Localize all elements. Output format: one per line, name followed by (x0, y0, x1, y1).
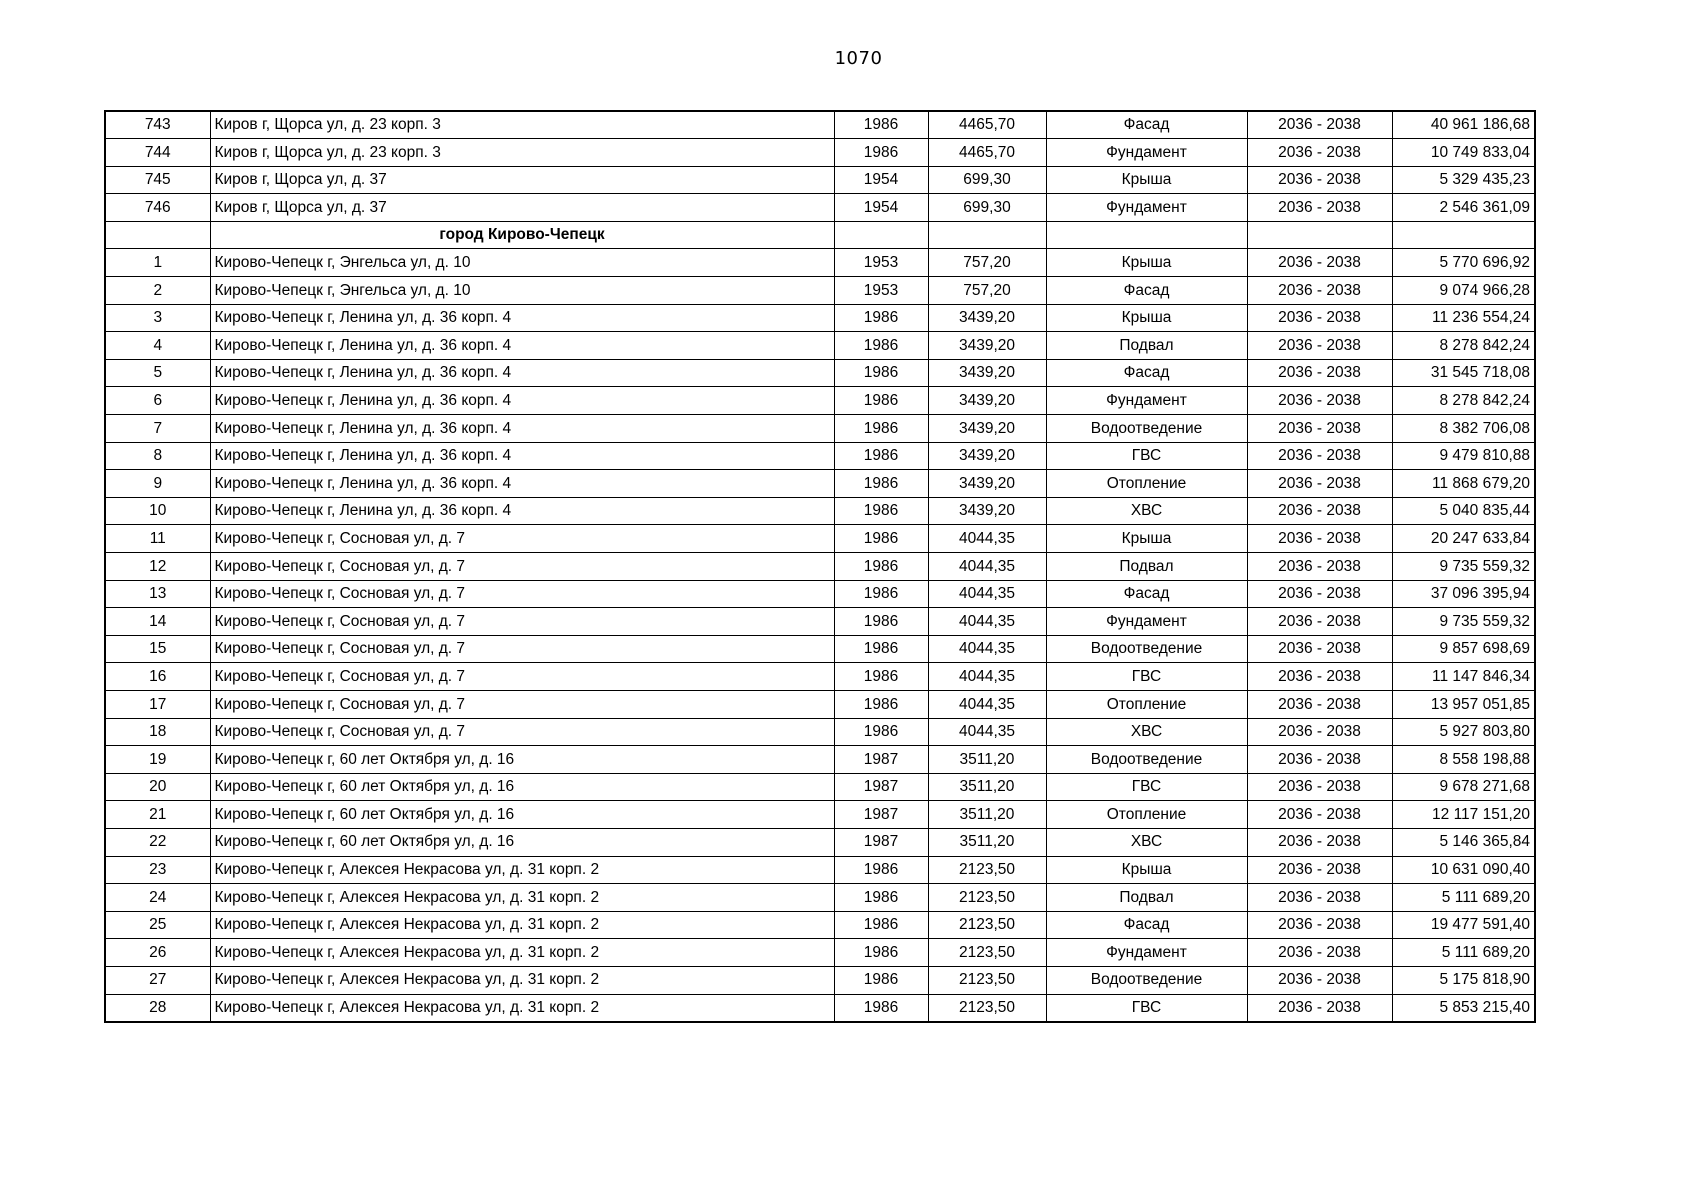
area-cell: 3439,20 (928, 332, 1046, 360)
table-row (105, 580, 1535, 608)
period-cell: 2036 - 2038 (1247, 884, 1392, 912)
work-type-cell: Фасад (1046, 911, 1247, 939)
work-type-cell: ГВС (1046, 994, 1247, 1022)
table-row (105, 387, 1535, 415)
work-type-cell: Фундамент (1046, 387, 1247, 415)
row-number-cell: 8 (105, 442, 210, 470)
cost-cell: 9 735 559,32 (1392, 553, 1535, 581)
table-row (105, 718, 1535, 746)
cost-cell: 9 479 810,88 (1392, 442, 1535, 470)
address-cell: Кирово-Чепецк г, Ленина ул, д. 36 корп. 4 (210, 332, 834, 360)
work-type-cell: Подвал (1046, 884, 1247, 912)
build-year-cell: 1986 (834, 966, 928, 994)
period-cell: 2036 - 2038 (1247, 773, 1392, 801)
build-year-cell: 1986 (834, 994, 928, 1022)
table-row (105, 994, 1535, 1022)
work-type-cell: Водоотведение (1046, 746, 1247, 774)
work-type-cell: Фасад (1046, 111, 1247, 139)
period-cell: 2036 - 2038 (1247, 415, 1392, 443)
period-cell: 2036 - 2038 (1247, 470, 1392, 498)
table-row (105, 277, 1535, 305)
address-cell: Кирово-Чепецк г, Ленина ул, д. 36 корп. 4 (210, 415, 834, 443)
period-cell: 2036 - 2038 (1247, 553, 1392, 581)
row-number-cell: 6 (105, 387, 210, 415)
address-cell: Кирово-Чепецк г, Сосновая ул, д. 7 (210, 553, 834, 581)
row-number-cell: 19 (105, 746, 210, 774)
row-number-cell: 22 (105, 828, 210, 856)
area-cell: 4044,35 (928, 525, 1046, 553)
table-row (105, 442, 1535, 470)
row-number-cell: 743 (105, 111, 210, 139)
area-cell: 2123,50 (928, 994, 1046, 1022)
address-cell: Кирово-Чепецк г, Алексея Некрасова ул, д. 31 корп. 2 (210, 856, 834, 884)
cost-cell: 5 770 696,92 (1392, 249, 1535, 277)
work-type-cell: ХВС (1046, 718, 1247, 746)
build-year-cell: 1986 (834, 304, 928, 332)
address-cell: Кирово-Чепецк г, Ленина ул, д. 36 корп. 4 (210, 387, 834, 415)
build-year-cell: 1986 (834, 663, 928, 691)
row-number-cell: 744 (105, 139, 210, 167)
table-row (105, 332, 1535, 360)
area-cell: 4465,70 (928, 111, 1046, 139)
table-body (105, 111, 1535, 1022)
address-cell: Киров г, Щорса ул, д. 23 корп. 3 (210, 111, 834, 139)
period-cell: 2036 - 2038 (1247, 718, 1392, 746)
address-cell: Кирово-Чепецк г, Алексея Некрасова ул, д. 31 корп. 2 (210, 939, 834, 967)
table-row (105, 304, 1535, 332)
address-cell: Кирово-Чепецк г, Ленина ул, д. 36 корп. 4 (210, 470, 834, 498)
row-number-cell: 746 (105, 194, 210, 222)
cost-cell: 20 247 633,84 (1392, 525, 1535, 553)
build-year-cell: 1987 (834, 773, 928, 801)
build-year-cell: 1986 (834, 387, 928, 415)
cost-cell: 10 749 833,04 (1392, 139, 1535, 167)
table-row (105, 359, 1535, 387)
area-cell: 4044,35 (928, 553, 1046, 581)
period-cell: 2036 - 2038 (1247, 525, 1392, 553)
build-year-cell: 1986 (834, 718, 928, 746)
table-row (105, 497, 1535, 525)
build-year-cell: 1954 (834, 194, 928, 222)
area-cell: 3439,20 (928, 442, 1046, 470)
work-type-cell: Крыша (1046, 525, 1247, 553)
cost-cell: 40 961 186,68 (1392, 111, 1535, 139)
cost-cell (1392, 221, 1535, 249)
address-cell: Киров г, Щорса ул, д. 23 корп. 3 (210, 139, 834, 167)
work-type-cell: ХВС (1046, 497, 1247, 525)
address-cell: Киров г, Щорса ул, д. 37 (210, 194, 834, 222)
area-cell: 4044,35 (928, 608, 1046, 636)
table-row (105, 166, 1535, 194)
cost-cell: 5 329 435,23 (1392, 166, 1535, 194)
work-type-cell: Отопление (1046, 690, 1247, 718)
work-type-cell: Фундамент (1046, 608, 1247, 636)
build-year-cell: 1986 (834, 139, 928, 167)
row-number-cell: 7 (105, 415, 210, 443)
area-cell: 3511,20 (928, 746, 1046, 774)
build-year-cell: 1986 (834, 884, 928, 912)
row-number-cell: 20 (105, 773, 210, 801)
row-number-cell: 18 (105, 718, 210, 746)
table-row (105, 773, 1535, 801)
period-cell: 2036 - 2038 (1247, 690, 1392, 718)
address-cell: Кирово-Чепецк г, Алексея Некрасова ул, д. 31 корп. 2 (210, 994, 834, 1022)
build-year-cell: 1986 (834, 497, 928, 525)
table-row (105, 415, 1535, 443)
build-year-cell: 1986 (834, 939, 928, 967)
cost-cell: 11 868 679,20 (1392, 470, 1535, 498)
table-row (105, 608, 1535, 636)
build-year-cell: 1986 (834, 635, 928, 663)
address-cell: Кирово-Чепецк г, Ленина ул, д. 36 корп. 4 (210, 442, 834, 470)
cost-cell: 12 117 151,20 (1392, 801, 1535, 829)
work-type-cell: Фундамент (1046, 939, 1247, 967)
table-row (105, 856, 1535, 884)
cost-cell: 11 147 846,34 (1392, 663, 1535, 691)
build-year-cell: 1986 (834, 553, 928, 581)
row-number-cell: 2 (105, 277, 210, 305)
address-cell: Кирово-Чепецк г, Алексея Некрасова ул, д. 31 корп. 2 (210, 911, 834, 939)
area-cell: 3439,20 (928, 470, 1046, 498)
table-row (105, 746, 1535, 774)
row-number-cell: 28 (105, 994, 210, 1022)
table-row (105, 690, 1535, 718)
address-cell: Кирово-Чепецк г, 60 лет Октября ул, д. 16 (210, 773, 834, 801)
work-type-cell: ГВС (1046, 442, 1247, 470)
cost-cell: 5 853 215,40 (1392, 994, 1535, 1022)
work-type-cell: ГВС (1046, 663, 1247, 691)
cost-cell: 5 146 365,84 (1392, 828, 1535, 856)
cost-cell: 19 477 591,40 (1392, 911, 1535, 939)
row-number-cell: 21 (105, 801, 210, 829)
address-cell: Кирово-Чепецк г, Сосновая ул, д. 7 (210, 663, 834, 691)
work-type-cell: Подвал (1046, 553, 1247, 581)
period-cell: 2036 - 2038 (1247, 911, 1392, 939)
work-type-cell: Крыша (1046, 249, 1247, 277)
area-cell: 4044,35 (928, 580, 1046, 608)
section-header-row (105, 221, 1535, 249)
build-year-cell: 1986 (834, 525, 928, 553)
area-cell: 3439,20 (928, 415, 1046, 443)
build-year-cell: 1987 (834, 746, 928, 774)
row-number-cell: 14 (105, 608, 210, 636)
work-type-cell: Крыша (1046, 304, 1247, 332)
build-year-cell (834, 221, 928, 249)
area-cell: 4044,35 (928, 718, 1046, 746)
period-cell: 2036 - 2038 (1247, 497, 1392, 525)
area-cell (928, 221, 1046, 249)
table-row (105, 525, 1535, 553)
table-row (105, 635, 1535, 663)
period-cell: 2036 - 2038 (1247, 801, 1392, 829)
row-number-cell: 27 (105, 966, 210, 994)
row-number-cell: 4 (105, 332, 210, 360)
period-cell: 2036 - 2038 (1247, 139, 1392, 167)
area-cell: 3439,20 (928, 304, 1046, 332)
area-cell: 3511,20 (928, 828, 1046, 856)
page-number: 1070 (834, 48, 883, 69)
row-number-cell: 25 (105, 911, 210, 939)
build-year-cell: 1986 (834, 690, 928, 718)
section-title: город Кирово-Чепецк (210, 221, 834, 249)
period-cell: 2036 - 2038 (1247, 966, 1392, 994)
row-number-cell: 13 (105, 580, 210, 608)
table-row (105, 663, 1535, 691)
area-cell: 4044,35 (928, 690, 1046, 718)
area-cell: 4465,70 (928, 139, 1046, 167)
repair-schedule-table (104, 110, 1536, 1023)
work-type-cell: Отопление (1046, 470, 1247, 498)
work-type-cell: Крыша (1046, 856, 1247, 884)
row-number-cell: 12 (105, 553, 210, 581)
cost-cell: 8 382 706,08 (1392, 415, 1535, 443)
cost-cell: 31 545 718,08 (1392, 359, 1535, 387)
row-number-cell: 15 (105, 635, 210, 663)
address-cell: Киров г, Щорса ул, д. 37 (210, 166, 834, 194)
build-year-cell: 1987 (834, 801, 928, 829)
area-cell: 2123,50 (928, 911, 1046, 939)
period-cell: 2036 - 2038 (1247, 635, 1392, 663)
period-cell: 2036 - 2038 (1247, 359, 1392, 387)
address-cell: Кирово-Чепецк г, Алексея Некрасова ул, д. 31 корп. 2 (210, 966, 834, 994)
period-cell: 2036 - 2038 (1247, 856, 1392, 884)
cost-cell: 5 175 818,90 (1392, 966, 1535, 994)
area-cell: 3511,20 (928, 773, 1046, 801)
area-cell: 2123,50 (928, 966, 1046, 994)
table-row (105, 111, 1535, 139)
address-cell: Кирово-Чепецк г, Сосновая ул, д. 7 (210, 718, 834, 746)
row-number-cell: 10 (105, 497, 210, 525)
row-number-cell (105, 221, 210, 249)
work-type-cell: Отопление (1046, 801, 1247, 829)
area-cell: 2123,50 (928, 939, 1046, 967)
address-cell: Кирово-Чепецк г, Ленина ул, д. 36 корп. 4 (210, 304, 834, 332)
row-number-cell: 5 (105, 359, 210, 387)
row-number-cell: 745 (105, 166, 210, 194)
row-number-cell: 9 (105, 470, 210, 498)
area-cell: 4044,35 (928, 663, 1046, 691)
address-cell: Кирово-Чепецк г, 60 лет Октября ул, д. 16 (210, 801, 834, 829)
cost-cell: 5 040 835,44 (1392, 497, 1535, 525)
table-row (105, 801, 1535, 829)
table-row (105, 470, 1535, 498)
table-row (105, 139, 1535, 167)
work-type-cell: Фасад (1046, 277, 1247, 305)
row-number-cell: 11 (105, 525, 210, 553)
work-type-cell: Фасад (1046, 580, 1247, 608)
address-cell: Кирово-Чепецк г, 60 лет Октября ул, д. 16 (210, 746, 834, 774)
table-row (105, 966, 1535, 994)
period-cell: 2036 - 2038 (1247, 663, 1392, 691)
work-type-cell: ГВС (1046, 773, 1247, 801)
work-type-cell: Фасад (1046, 359, 1247, 387)
area-cell: 3439,20 (928, 387, 1046, 415)
cost-cell: 9 735 559,32 (1392, 608, 1535, 636)
address-cell: Кирово-Чепецк г, Энгельса ул, д. 10 (210, 277, 834, 305)
build-year-cell: 1953 (834, 249, 928, 277)
table-row (105, 884, 1535, 912)
period-cell: 2036 - 2038 (1247, 746, 1392, 774)
build-year-cell: 1987 (834, 828, 928, 856)
period-cell (1247, 221, 1392, 249)
row-number-cell: 1 (105, 249, 210, 277)
cost-cell: 13 957 051,85 (1392, 690, 1535, 718)
address-cell: Кирово-Чепецк г, Энгельса ул, д. 10 (210, 249, 834, 277)
area-cell: 3439,20 (928, 497, 1046, 525)
area-cell: 699,30 (928, 166, 1046, 194)
build-year-cell: 1986 (834, 856, 928, 884)
build-year-cell: 1986 (834, 332, 928, 360)
period-cell: 2036 - 2038 (1247, 608, 1392, 636)
row-number-cell: 3 (105, 304, 210, 332)
area-cell: 3439,20 (928, 359, 1046, 387)
cost-cell: 5 111 689,20 (1392, 939, 1535, 967)
work-type-cell: Водоотведение (1046, 635, 1247, 663)
work-type-cell: Фундамент (1046, 194, 1247, 222)
cost-cell: 11 236 554,24 (1392, 304, 1535, 332)
build-year-cell: 1986 (834, 442, 928, 470)
build-year-cell: 1986 (834, 580, 928, 608)
build-year-cell: 1986 (834, 415, 928, 443)
period-cell: 2036 - 2038 (1247, 111, 1392, 139)
cost-cell: 8 278 842,24 (1392, 332, 1535, 360)
area-cell: 2123,50 (928, 884, 1046, 912)
period-cell: 2036 - 2038 (1247, 194, 1392, 222)
address-cell: Кирово-Чепецк г, Сосновая ул, д. 7 (210, 635, 834, 663)
period-cell: 2036 - 2038 (1247, 994, 1392, 1022)
address-cell: Кирово-Чепецк г, 60 лет Октября ул, д. 16 (210, 828, 834, 856)
table-row (105, 828, 1535, 856)
address-cell: Кирово-Чепецк г, Сосновая ул, д. 7 (210, 525, 834, 553)
cost-cell: 5 927 803,80 (1392, 718, 1535, 746)
address-cell: Кирово-Чепецк г, Сосновая ул, д. 7 (210, 690, 834, 718)
table-row (105, 194, 1535, 222)
cost-cell: 8 278 842,24 (1392, 387, 1535, 415)
address-cell: Кирово-Чепецк г, Ленина ул, д. 36 корп. 4 (210, 359, 834, 387)
period-cell: 2036 - 2038 (1247, 249, 1392, 277)
cost-cell: 2 546 361,09 (1392, 194, 1535, 222)
period-cell: 2036 - 2038 (1247, 828, 1392, 856)
period-cell: 2036 - 2038 (1247, 387, 1392, 415)
cost-cell: 8 558 198,88 (1392, 746, 1535, 774)
table-row (105, 939, 1535, 967)
work-type-cell: Водоотведение (1046, 415, 1247, 443)
row-number-cell: 16 (105, 663, 210, 691)
address-cell: Кирово-Чепецк г, Сосновая ул, д. 7 (210, 608, 834, 636)
cost-cell: 9 678 271,68 (1392, 773, 1535, 801)
build-year-cell: 1986 (834, 911, 928, 939)
build-year-cell: 1954 (834, 166, 928, 194)
work-type-cell: ХВС (1046, 828, 1247, 856)
cost-cell: 9 074 966,28 (1392, 277, 1535, 305)
area-cell: 699,30 (928, 194, 1046, 222)
period-cell: 2036 - 2038 (1247, 580, 1392, 608)
build-year-cell: 1986 (834, 359, 928, 387)
table-row (105, 249, 1535, 277)
row-number-cell: 17 (105, 690, 210, 718)
period-cell: 2036 - 2038 (1247, 304, 1392, 332)
cost-cell: 10 631 090,40 (1392, 856, 1535, 884)
area-cell: 4044,35 (928, 635, 1046, 663)
work-type-cell: Крыша (1046, 166, 1247, 194)
period-cell: 2036 - 2038 (1247, 166, 1392, 194)
build-year-cell: 1986 (834, 470, 928, 498)
row-number-cell: 24 (105, 884, 210, 912)
period-cell: 2036 - 2038 (1247, 442, 1392, 470)
period-cell: 2036 - 2038 (1247, 277, 1392, 305)
area-cell: 757,20 (928, 277, 1046, 305)
work-type-cell (1046, 221, 1247, 249)
table-row (105, 553, 1535, 581)
build-year-cell: 1986 (834, 608, 928, 636)
area-cell: 757,20 (928, 249, 1046, 277)
period-cell: 2036 - 2038 (1247, 939, 1392, 967)
work-type-cell: Подвал (1046, 332, 1247, 360)
period-cell: 2036 - 2038 (1247, 332, 1392, 360)
work-type-cell: Водоотведение (1046, 966, 1247, 994)
cost-cell: 37 096 395,94 (1392, 580, 1535, 608)
address-cell: Кирово-Чепецк г, Сосновая ул, д. 7 (210, 580, 834, 608)
address-cell: Кирово-Чепецк г, Алексея Некрасова ул, д. 31 корп. 2 (210, 884, 834, 912)
build-year-cell: 1986 (834, 111, 928, 139)
work-type-cell: Фундамент (1046, 139, 1247, 167)
area-cell: 3511,20 (928, 801, 1046, 829)
area-cell: 2123,50 (928, 856, 1046, 884)
address-cell: Кирово-Чепецк г, Ленина ул, д. 36 корп. 4 (210, 497, 834, 525)
table-row (105, 911, 1535, 939)
cost-cell: 5 111 689,20 (1392, 884, 1535, 912)
row-number-cell: 26 (105, 939, 210, 967)
row-number-cell: 23 (105, 856, 210, 884)
cost-cell: 9 857 698,69 (1392, 635, 1535, 663)
build-year-cell: 1953 (834, 277, 928, 305)
